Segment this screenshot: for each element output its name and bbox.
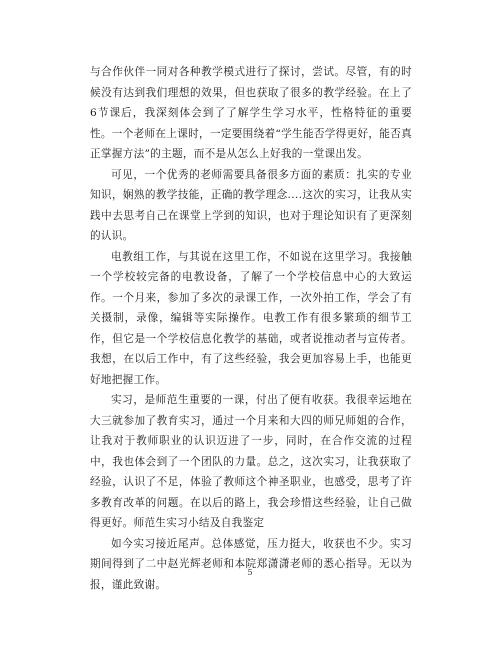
paragraph-5: 如今实习接近尾声。总体感觉，压力挺大，收获也不少。实习期间得到了二中赵光辉老师和本院郑潇潇老师的悉心指导。无以为报，谨此致谢。	[90, 537, 412, 591]
page-number: 5	[247, 568, 253, 577]
paragraph-2: 可见，一个优秀的老师需要具备很多方面的素质：扎实的专业知识，娴熟的教学技能，正确的教学理念....这次的实习，让我从实践中去思考自己在课堂上学到的知识，也对于理论知识有了更深刻的认识。	[90, 168, 412, 242]
paragraph-1: 与合作伙伴一同对各种教学模式进行了探讨，尝试。尽管，有的时候没有达到我们理想的效果，但也获取了很多的教学经验。在上了6节课后，我深刻体会到了了解学生学习水平，性格特征的重要性。一个老师在上课时，一定要围绕着“学生能否学得更好，能否真正掌握方法”的主题，而不是从怎么上好我的一堂课出发。	[90, 66, 412, 160]
paragraph-4: 实习，是师范生重要的一课，付出了便有收获。我很幸运地在大三就参加了教育实习，通过一个月来和大四的师兄师姐的合作，让我对于教师职业的认识迈进了一步，同时，在合作交流的过程中，我也体会到了一个团队的力量。总之，这次实习，让我获取了经验，认识了不足，体验了教师这个神圣职业，也感受，思考了许多教育改革的问题。在以后的路上，我会珍惜这些经验，让自己做得更好。师范生实习小结及自我鉴定	[90, 394, 412, 529]
paragraph-3: 电教组工作，与其说在这里工作，不如说在这里学习。我接触一个学校较完备的电教设备，了解了一个学校信息中心的大致运作。一个月来，参加了多次的录课工作，一次外拍工作，学会了有关摄制，录像，编辑等实际操作。电教工作有很多繁琐的细节工作，但它是一个学校信息化教学的基础，或者说推动者与宣传者。我想，在以后工作中，有了这些经验，我会更加容易上手，也能更好地把握工作。	[90, 250, 412, 386]
document-body	[90, 62, 412, 595]
